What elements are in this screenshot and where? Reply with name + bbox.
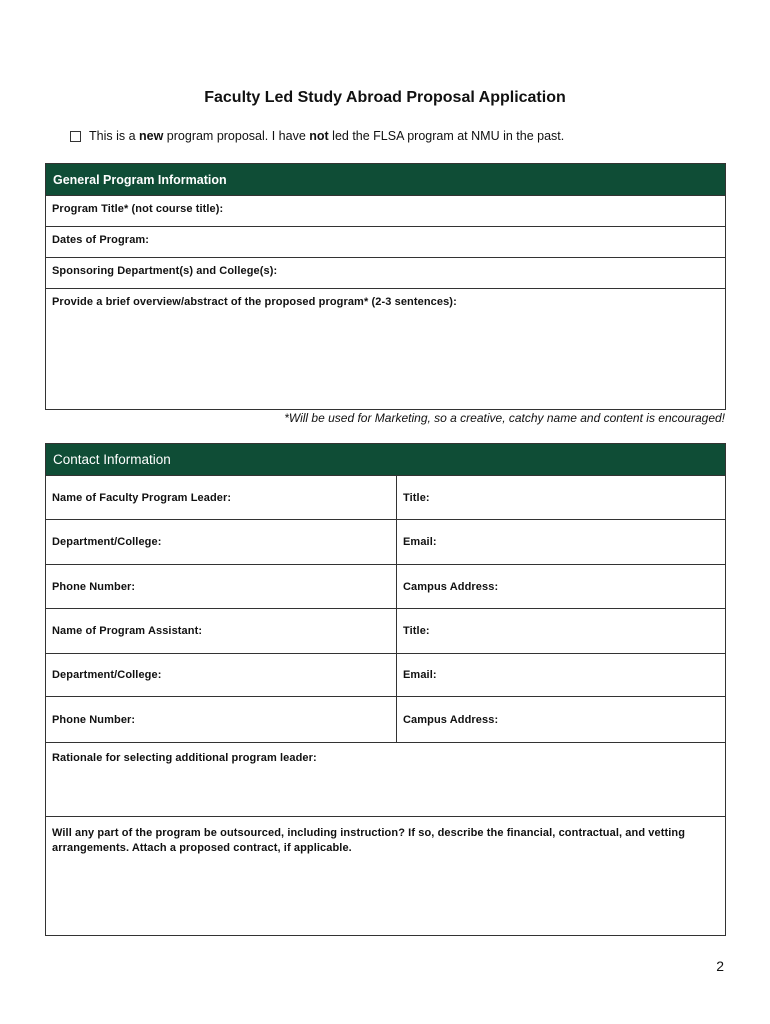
assistant-department-field[interactable]: Department/College:: [46, 654, 397, 696]
program-dates-field[interactable]: Dates of Program:: [46, 227, 725, 258]
page-title: Faculty Led Study Abroad Proposal Application: [204, 89, 566, 106]
checkbox-text-part1: This is a: [89, 129, 140, 143]
new-proposal-checkbox-row[interactable]: [70, 129, 564, 143]
new-proposal-checkbox[interactable]: [70, 131, 81, 142]
contact-row: [46, 520, 725, 565]
contact-row: [46, 654, 725, 697]
contact-row: [46, 565, 725, 609]
faculty-leader-title-field[interactable]: Title:: [403, 491, 430, 504]
marketing-note: *Will be used for Marketing, so a creative, catchy name and content is encouraged!: [284, 411, 725, 425]
faculty-leader-phone-field[interactable]: Phone Number:: [46, 565, 397, 608]
faculty-leader-name-field[interactable]: Name of Faculty Program Leader:: [46, 476, 397, 519]
sponsoring-department-field[interactable]: Sponsoring Department(s) and College(s):: [46, 258, 725, 289]
faculty-leader-campus-address-field[interactable]: Campus Address:: [403, 580, 499, 593]
general-program-info-header: General Program Information: [46, 164, 725, 196]
page-number: 2: [716, 958, 724, 974]
assistant-name-field[interactable]: Name of Program Assistant:: [46, 609, 397, 653]
contact-row: [46, 476, 725, 520]
contact-info-table: [45, 443, 726, 936]
contact-row: [46, 609, 725, 654]
assistant-campus-address-field[interactable]: Campus Address:: [403, 713, 499, 726]
program-title-field[interactable]: Program Title* (not course title):: [46, 196, 725, 227]
program-overview-field[interactable]: Provide a brief overview/abstract of the proposed program* (2-3 sentences):: [52, 296, 457, 308]
faculty-leader-department-field[interactable]: Department/College:: [46, 520, 397, 564]
checkbox-text-bold-not: not: [309, 129, 329, 143]
outsourcing-field[interactable]: Will any part of the program be outsourced, including instruction? If so, describe the financial, contractual, and vetting arrangements. Attach a proposed contract, if applicable.: [52, 827, 686, 854]
assistant-email-field[interactable]: Email:: [403, 669, 437, 681]
checkbox-text-part2: program proposal. I have: [163, 129, 310, 143]
contact-info-header: Contact Information: [46, 444, 725, 476]
assistant-title-field[interactable]: Title:: [403, 625, 430, 637]
contact-row: [46, 697, 725, 743]
rationale-field[interactable]: Rationale for selecting additional program leader:: [46, 743, 725, 817]
faculty-leader-email-field[interactable]: Email:: [403, 536, 437, 548]
assistant-phone-field[interactable]: Phone Number:: [46, 697, 397, 742]
checkbox-text-part3: led the FLSA program at NMU in the past.: [328, 129, 565, 143]
checkbox-text-bold-new: new: [139, 129, 164, 143]
general-program-info-table: [45, 163, 726, 410]
